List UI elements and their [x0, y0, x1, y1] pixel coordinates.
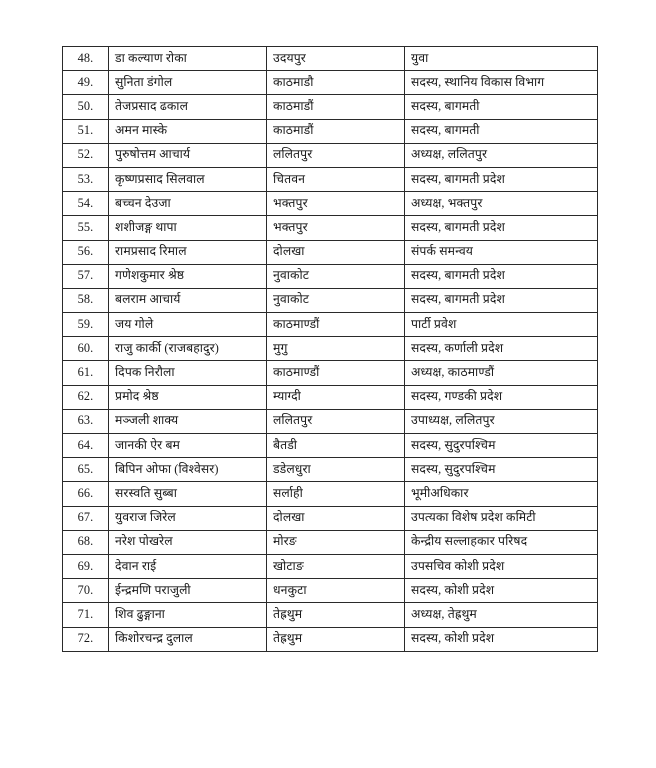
cell-sn: 53.: [63, 167, 109, 191]
cell-name: अमन मास्के: [109, 119, 267, 143]
cell-sn: 59.: [63, 313, 109, 337]
cell-name: गणेशकुमार श्रेष्ठ: [109, 264, 267, 288]
table-row: [63, 458, 598, 482]
cell-role: उपाध्यक्ष, ललितपुर: [405, 409, 598, 433]
table-row: [63, 288, 598, 312]
cell-district: खोटाङ: [267, 554, 405, 578]
cell-district: काठमाण्डौं: [267, 361, 405, 385]
cell-sn: 51.: [63, 119, 109, 143]
table-row: [63, 167, 598, 191]
cell-role: सदस्य, सुदुरपश्चिम: [405, 434, 598, 458]
table-row: [63, 192, 598, 216]
cell-sn: 65.: [63, 458, 109, 482]
cell-sn: 49.: [63, 71, 109, 95]
cell-district: काठमाण्डौं: [267, 313, 405, 337]
table-row: [63, 143, 598, 167]
table-row: [63, 71, 598, 95]
cell-district: सर्लाही: [267, 482, 405, 506]
table-row: [63, 409, 598, 433]
cell-role: भूमीअधिकार: [405, 482, 598, 506]
cell-sn: 72.: [63, 627, 109, 651]
cell-role: संपर्क समन्वय: [405, 240, 598, 264]
cell-sn: 56.: [63, 240, 109, 264]
cell-name: बिपिन ओफा (विश्वेसर): [109, 458, 267, 482]
cell-name: ईन्द्रमणि पराजुली: [109, 579, 267, 603]
cell-role: सदस्य, कर्णाली प्रदेश: [405, 337, 598, 361]
cell-district: भक्तपुर: [267, 216, 405, 240]
cell-name: सुनिता डंगोल: [109, 71, 267, 95]
cell-district: नुवाकोट: [267, 264, 405, 288]
cell-role: केन्द्रीय सल्लाहकार परिषद: [405, 530, 598, 554]
cell-sn: 54.: [63, 192, 109, 216]
cell-sn: 55.: [63, 216, 109, 240]
cell-role: उपसचिव कोशी प्रदेश: [405, 554, 598, 578]
cell-sn: 64.: [63, 434, 109, 458]
cell-district: काठमाडौं: [267, 119, 405, 143]
cell-name: दिपक निरौला: [109, 361, 267, 385]
cell-name: मञ्जली शाक्य: [109, 409, 267, 433]
cell-sn: 62.: [63, 385, 109, 409]
cell-name: शशीजङ्ग थापा: [109, 216, 267, 240]
cell-role: सदस्य, कोशी प्रदेश: [405, 627, 598, 651]
cell-name: शिव ढुङ्गाना: [109, 603, 267, 627]
cell-role: सदस्य, सुदुरपश्चिम: [405, 458, 598, 482]
table-row: [63, 264, 598, 288]
cell-sn: 63.: [63, 409, 109, 433]
cell-district: म्याग्दी: [267, 385, 405, 409]
cell-sn: 70.: [63, 579, 109, 603]
cell-name: राजु कार्की (राजबहादुर): [109, 337, 267, 361]
cell-sn: 67.: [63, 506, 109, 530]
cell-district: काठमाडौ: [267, 71, 405, 95]
table-row: [63, 434, 598, 458]
cell-name: प्रमोद श्रेष्ठ: [109, 385, 267, 409]
cell-district: तेह्रथुम: [267, 603, 405, 627]
roster-table: [62, 46, 598, 652]
table-row: [63, 530, 598, 554]
cell-name: बलराम आचार्य: [109, 288, 267, 312]
cell-name: सरस्वति सुब्बा: [109, 482, 267, 506]
cell-sn: 66.: [63, 482, 109, 506]
table-row: [63, 337, 598, 361]
cell-district: डडेलधुरा: [267, 458, 405, 482]
cell-sn: 48.: [63, 47, 109, 71]
cell-role: सदस्य, गण्डकी प्रदेश: [405, 385, 598, 409]
table-row: [63, 95, 598, 119]
cell-role: सदस्य, बागमती प्रदेश: [405, 264, 598, 288]
table-row: [63, 482, 598, 506]
cell-district: दोलखा: [267, 506, 405, 530]
cell-district: उदयपुर: [267, 47, 405, 71]
table-row: [63, 240, 598, 264]
cell-sn: 61.: [63, 361, 109, 385]
cell-sn: 52.: [63, 143, 109, 167]
cell-role: उपत्यका विशेष प्रदेश कमिटी: [405, 506, 598, 530]
cell-name: जय गोले: [109, 313, 267, 337]
cell-district: धनकुटा: [267, 579, 405, 603]
cell-role: पार्टी प्रवेश: [405, 313, 598, 337]
cell-name: तेजप्रसाद ढकाल: [109, 95, 267, 119]
cell-role: सदस्य, बागमती: [405, 119, 598, 143]
cell-district: ललितपुर: [267, 409, 405, 433]
cell-name: युवराज जिरेल: [109, 506, 267, 530]
cell-district: भक्तपुर: [267, 192, 405, 216]
cell-sn: 69.: [63, 554, 109, 578]
cell-role: सदस्य, बागमती: [405, 95, 598, 119]
table-row: [63, 313, 598, 337]
cell-district: बैतडी: [267, 434, 405, 458]
table-row: [63, 579, 598, 603]
table-row: [63, 506, 598, 530]
cell-name: देवान राई: [109, 554, 267, 578]
cell-district: चितवन: [267, 167, 405, 191]
cell-name: नरेश पोखरेल: [109, 530, 267, 554]
table-row: [63, 385, 598, 409]
table-row: [63, 603, 598, 627]
cell-role: युवा: [405, 47, 598, 71]
cell-name: किशोरचन्द्र दुलाल: [109, 627, 267, 651]
cell-district: काठमाडौं: [267, 95, 405, 119]
cell-sn: 57.: [63, 264, 109, 288]
cell-name: पुरुषोत्तम आचार्य: [109, 143, 267, 167]
cell-role: अध्यक्ष, भक्तपुर: [405, 192, 598, 216]
table-row: [63, 47, 598, 71]
cell-role: सदस्य, बागमती प्रदेश: [405, 167, 598, 191]
cell-role: सदस्य, बागमती प्रदेश: [405, 288, 598, 312]
table-row: [63, 361, 598, 385]
table-row: [63, 627, 598, 651]
cell-name: जानकी ऐर बम: [109, 434, 267, 458]
cell-role: अध्यक्ष, काठमाण्डौं: [405, 361, 598, 385]
cell-district: मुगु: [267, 337, 405, 361]
cell-sn: 71.: [63, 603, 109, 627]
table-row: [63, 554, 598, 578]
cell-role: सदस्य, बागमती प्रदेश: [405, 216, 598, 240]
cell-district: तेह्रथुम: [267, 627, 405, 651]
cell-sn: 50.: [63, 95, 109, 119]
cell-role: सदस्य, कोशी प्रदेश: [405, 579, 598, 603]
cell-role: सदस्य, स्थानिय विकास विभाग: [405, 71, 598, 95]
roster-table-body: [63, 47, 598, 652]
table-row: [63, 119, 598, 143]
cell-sn: 68.: [63, 530, 109, 554]
cell-district: नुवाकोट: [267, 288, 405, 312]
cell-name: बच्चन देउजा: [109, 192, 267, 216]
table-row: [63, 216, 598, 240]
cell-name: डा कल्याण रोका: [109, 47, 267, 71]
cell-district: दोलखा: [267, 240, 405, 264]
cell-sn: 58.: [63, 288, 109, 312]
cell-district: मोरङ: [267, 530, 405, 554]
cell-role: अध्यक्ष, ललितपुर: [405, 143, 598, 167]
cell-name: कृष्णप्रसाद सिलवाल: [109, 167, 267, 191]
cell-role: अध्यक्ष, तेह्रथुम: [405, 603, 598, 627]
cell-name: रामप्रसाद रिमाल: [109, 240, 267, 264]
cell-district: ललितपुर: [267, 143, 405, 167]
cell-sn: 60.: [63, 337, 109, 361]
